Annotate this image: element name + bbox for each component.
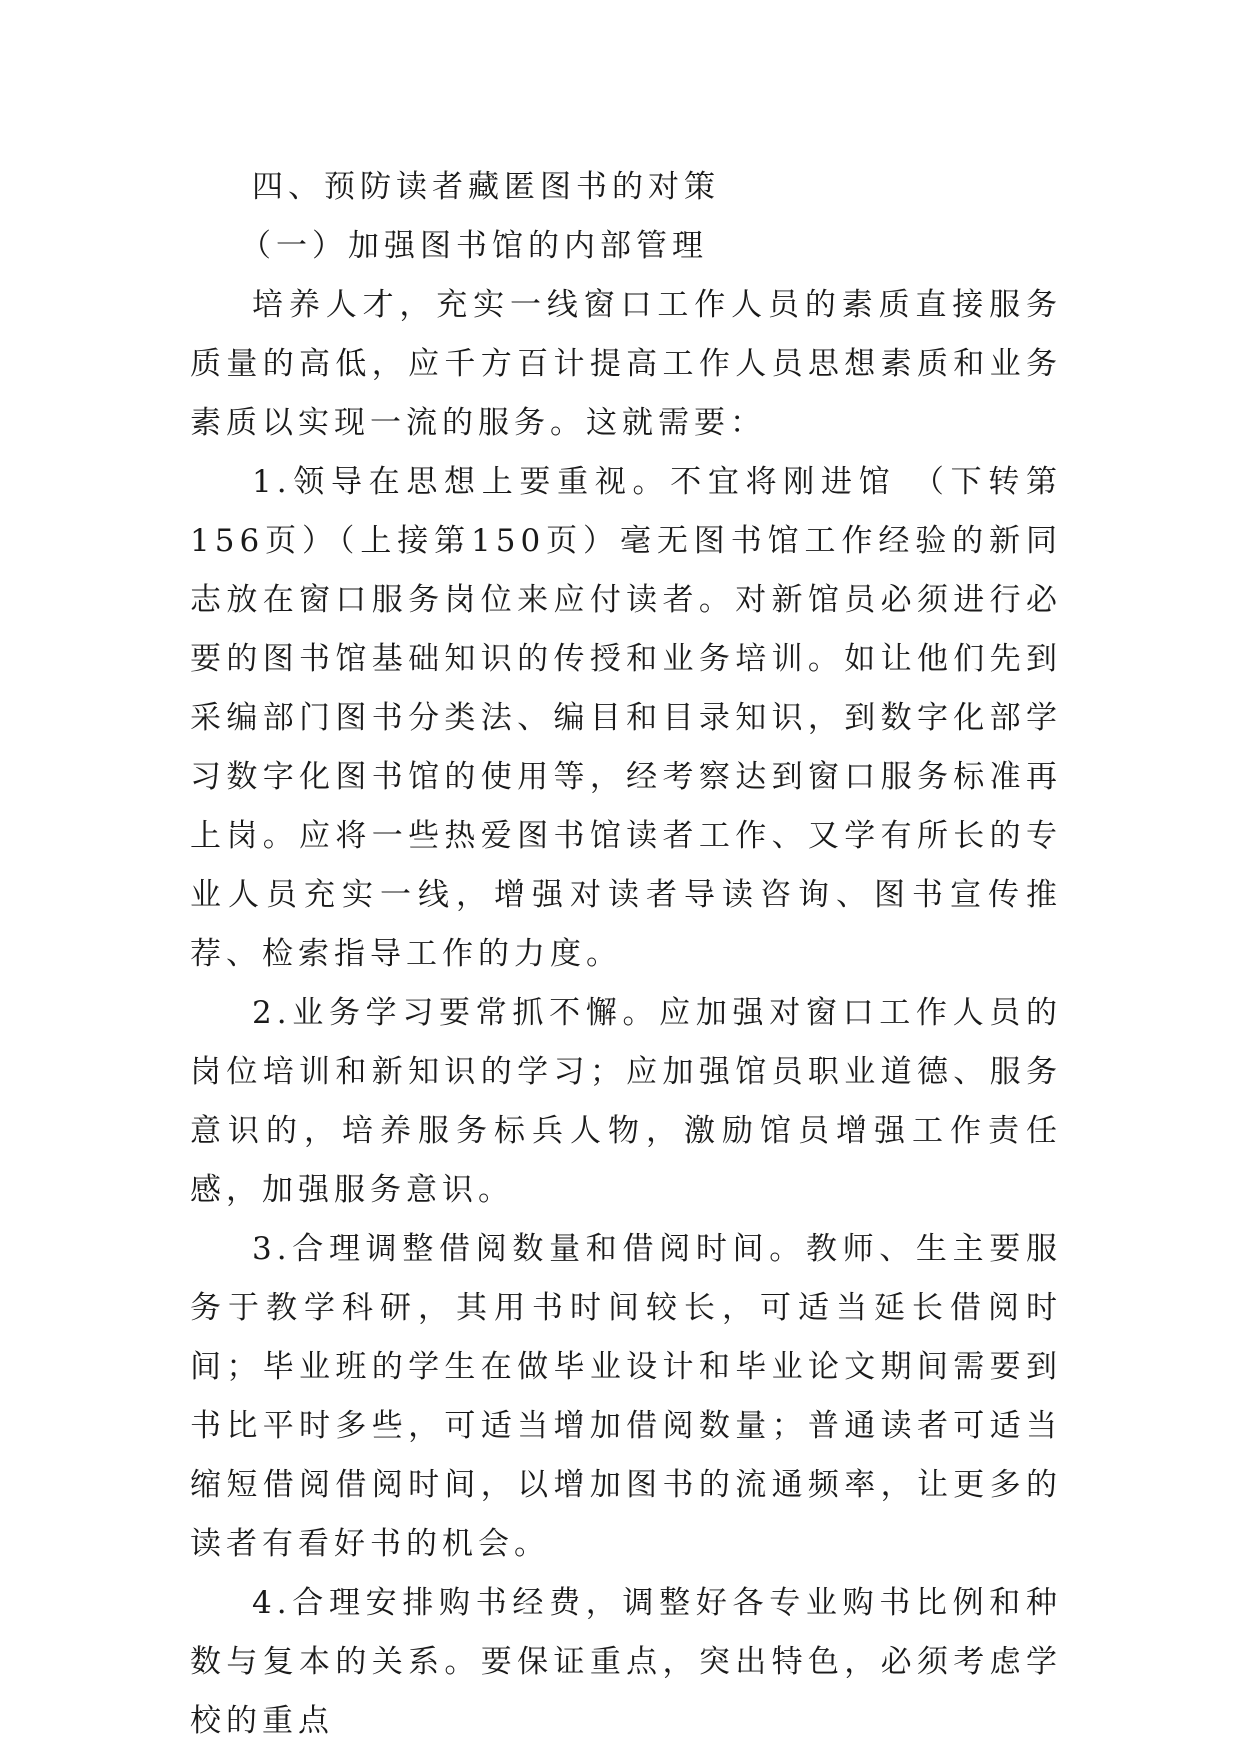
section-heading: 四、预防读者藏匿图书的对策 bbox=[252, 169, 720, 205]
paragraph-item-4: 4.合理安排购书经费，调整好各专业购书比例和种数与复本的关系。要保证重点，突出特色，必须考虑学校的重点 bbox=[190, 1585, 1062, 1739]
subsection-heading: （一）加强图书馆的内部管理 bbox=[240, 228, 708, 264]
paragraph-intro: 培养人才，充实一线窗口工作人员的素质直接服务质量的高低，应千方百计提高工作人员思想素质和业务素质以实现一流的服务。这就需要： bbox=[190, 287, 1062, 441]
paragraph-item-1: 1.领导在思想上要重视。不宜将刚进馆 （下转第156页）（上接第150页）毫无图书馆工作经验的新同志放在窗口服务岗位来应付读者。对新馆员必须进行必要的图书馆基础知识的传授和业务培训。如让他们先到采编部门图书分类法、编目和目录知识，到数字化部学习数字化图书馆的使用等，经考察达到窗口服务标准再上岗。应将一些热爱图书馆读者工作、又学有所长的专业人员充实一线，增强对读者导读咨询、图书宣传推荐、检索指导工作的力度。 bbox=[190, 464, 1062, 972]
paragraph-item-3: 3.合理调整借阅数量和借阅时间。教师、生主要服务于教学科研，其用书时间较长，可适当延长借阅时间；毕业班的学生在做毕业设计和毕业论文期间需要到书比平时多些，可适当增加借阅数量；普通读者可适当缩短借阅借阅时间，以增加图书的流通频率，让更多的读者有看好书的机会。 bbox=[190, 1231, 1062, 1562]
document-body bbox=[190, 158, 1062, 1751]
paragraph-item-2: 2.业务学习要常抓不懈。应加强对窗口工作人员的岗位培训和新知识的学习；应加强馆员职业道德、服务意识的，培养服务标兵人物，激励馆员增强工作责任感，加强服务意识。 bbox=[190, 995, 1062, 1208]
